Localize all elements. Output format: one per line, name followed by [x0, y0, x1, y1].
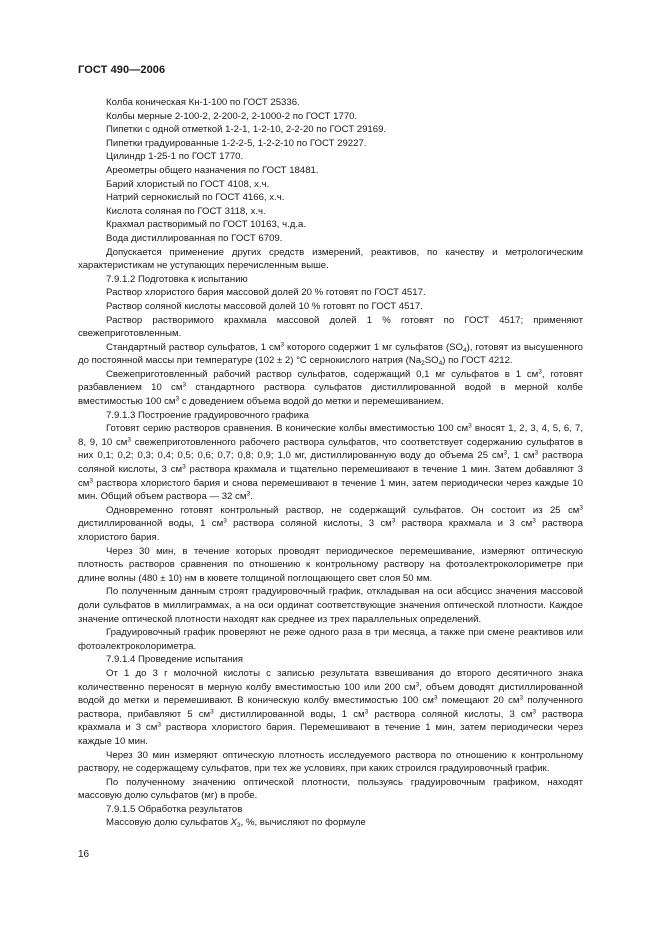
- body-text: [78, 96, 583, 830]
- section-heading-7-9-1-2: 7.9.1.2 Подготовка к испытанию: [106, 273, 248, 285]
- paragraph-after-30-min: Через 30 мин измеряют оптическую плотность исследуемого раствора по отношению к контрольному раствору, не содержащему сульфатов, при тех же условиях, при каких строился градуировочный график.: [78, 749, 583, 775]
- list-item: Колба коническая Кн-1-100 по ГОСТ 25336.: [106, 97, 300, 108]
- paragraph-check: Градуировочный график проверяют не реже одного раза в три месяца, а также при смене реактивов или фотоэлектроколориметра.: [78, 627, 583, 652]
- paragraph-measure: Через 30 мин, в течение которых проводят периодическое перемешивание, измеряют оптическую плотность растворов сравнения по отношению к контрольному раствору на фотоэлектроколориметре при длине волны (480 ± 10) нм в кювете толщиной поглощающего свет слоя 50 мм.: [78, 545, 583, 584]
- paragraph-series: Готовят серию растворов сравнения. В конические колбы вместимостью 100 $см^3$ вносят 1, 2, 3, 4, 5, 6, 7, 8, 9, 10 $см^3$ свежеприготовленного рабочего раствора сульфатов, что соответствует содержанию сульфатов в них 0,1; 0,2; 0,3; 0,4; 0,5; 0,6; 0,7; 0,8; 0,9; 1,0 мг, дистиллированную воду до объема 25 $см^3$, 1 $см^3$ раствора соляной кислоты, 3 $см^3$ раствора крахмала и тщательно перемешивают в течение 1 мин. Затем добавляют 3 $см^3$ раствора хлористого бария и снова перемешивают в течение 1 мин, затем периодически через каждые 10 мин. Общий объем раствора — 32 $см^3$.: [78, 422, 584, 503]
- paragraph-starch: Раствор растворимого крахмала массовой долей 1 % готовят по ГОСТ 4517; применяют свежеприготовленным.: [78, 314, 583, 340]
- list-item: Пипетки градуированные 1-2-2-5, 1-2-2-10 по ГОСТ 29227.: [106, 137, 367, 149]
- paragraph-hcl: Раствор соляной кислоты массовой долей 10 % готовят по ГОСТ 4517.: [106, 300, 423, 312]
- paragraph-standard-solution: Стандартный раствор сульфатов, 1 $см^3$ которого содержит 1 мг сульфатов $(SO_4)$, готовят из высушенного до постоянной массы при температуре (102 ± 2) °С сернокислого натрия $(Na_2SO_4)$ по ГОСТ 4212.: [78, 341, 583, 368]
- list-item: Вода дистиллированная по ГОСТ 6709.: [106, 232, 283, 244]
- list-item: Колбы мерные 2-100-2, 2-200-2, 2-1000-2 по ГОСТ 1770.: [106, 110, 358, 122]
- section-heading-7-9-1-3: 7.9.1.3 Построение градуировочного графика: [106, 409, 309, 421]
- paragraph-sample: От 1 до 3 г молочной кислоты с записью результата взвешивания до второго десятичного знака количественно переносят в мерную колбу вместимостью 100 или 200 $см^3$, объем доводят дистиллированной водой до метки и перемешивают. В коническую колбу вместимостью 100 $см^3$ помещают 20 $см^3$ полученного раствора, прибавляют 5 $см^3$ дистиллированной воды, 1 $см^3$ раствора соляной кислоты, 3 $см^3$ раствора крахмала и 3 $см^3$ раствора хлористого бария. Перемешивают в течение 1 мин, затем периодически через каждые 10 мин.: [78, 667, 583, 747]
- paragraph-working-solution: Свежеприготовленный рабочий раствор сульфатов, содержащий 0,1 мг сульфатов в 1 $см^3$, готовят разбавлением 10 $см^3$ стандартного раствора сульфатов дистиллированной водой в мерной колбе вместимостью 100 $см^3$ с доведением объема водой до метки и перемешиванием.: [78, 368, 583, 408]
- page-number: 16: [78, 849, 90, 860]
- paragraph-graph: По полученным данным строят градуировочный график, откладывая на оси абсцисс значения массовой доли сульфатов в миллиграммах, а на оси ординат соответствующие значения оптической плотности. Каждое значение оптической плотности находят как среднее из трех параллельных определений.: [78, 586, 583, 625]
- paragraph-formula-intro: Массовую долю сульфатов $X_3$, %, вычисляют по формуле: [106, 817, 366, 830]
- list-item: Кислота соляная по ГОСТ 3118, х.ч.: [106, 205, 266, 217]
- paragraph-control: Одновременно готовят контрольный раствор, не содержащий сульфатов. Он состоит из 25 $см^3$ дистиллированной воды, 1 $см^3$ раствора соляной кислоты, 3 $см^3$ раствора крахмала и 3 $см^3$ раствора хлористого бария.: [78, 504, 583, 543]
- section-heading-7-9-1-4: 7.9.1.4 Проведение испытания: [106, 654, 243, 666]
- list-item: Барий хлористый по ГОСТ 4108, х.ч.: [106, 178, 270, 190]
- page-header: ГОСТ 490—2006: [78, 64, 166, 76]
- paragraph-barium: Раствор хлористого бария массовой долей 20 % готовят по ГОСТ 4517.: [106, 287, 426, 299]
- list-item: Цилиндр 1-25-1 по ГОСТ 1770.: [106, 151, 244, 163]
- list-item: Пипетки с одной отметкой 1-2-1, 1-2-10, 2-2-20 по ГОСТ 29169.: [106, 124, 387, 136]
- list-item: Ареометры общего назначения по ГОСТ 18481.: [106, 164, 319, 176]
- list-item: Крахмал растворимый по ГОСТ 10163, ч.д.а.: [106, 219, 307, 231]
- paragraph-find: По полученному значению оптической плотности, пользуясь градуировочным графиком, находят массовую долю сульфатов (мг) в пробе.: [78, 776, 583, 802]
- paragraph-substitutes: Допускается применение других средств измерений, реактивов, по качеству и метрологическим характеристикам не уступающих перечисленным выше.: [78, 246, 583, 272]
- section-heading-7-9-1-5: 7.9.1.5 Обработка результатов: [106, 803, 243, 815]
- list-item: Натрий сернокислый по ГОСТ 4166, х.ч.: [106, 192, 285, 204]
